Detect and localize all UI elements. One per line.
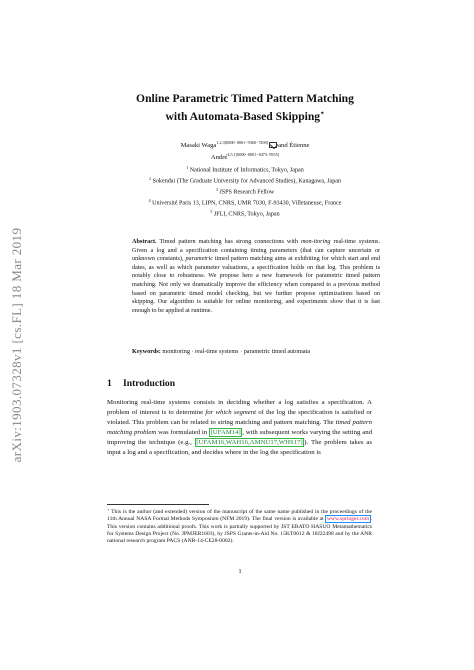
- title-footnote-mark: ⋆: [320, 109, 325, 117]
- title-line-2-text: with Automata-Based Skipping: [165, 109, 321, 123]
- arxiv-stamp: [4, 200, 30, 490]
- email-icon: [269, 142, 277, 148]
- title-line-1: Online Parametric Timed Pattern Matching: [136, 92, 354, 105]
- affiliation-2: [60, 175, 430, 186]
- affiliation-3-text: JSPS Research Fellow: [219, 189, 275, 196]
- affiliation-1: [60, 164, 430, 175]
- affiliation-3-number: 3: [215, 186, 218, 192]
- page-number: 1: [238, 568, 242, 575]
- author-block: [60, 138, 430, 162]
- intro-text-2: of the log the specification is satisfied or violated. This problem can be related to string matching and pattern matching. The: [107, 409, 372, 426]
- affiliation-4-number: 4: [148, 197, 151, 203]
- footnote-mark: ⋆: [107, 508, 110, 512]
- introduction-paragraph: [107, 398, 372, 458]
- affiliation-4-text: Université Paris 13, LIPN, CNRS, UMR 7030, F-93430, Villetaneuse, France: [152, 200, 342, 207]
- author-1-name: Masaki Waga: [180, 142, 217, 149]
- affiliation-5-number: 5: [210, 208, 213, 214]
- author-line-1: [60, 138, 430, 150]
- keywords-label: Keywords:: [132, 348, 161, 355]
- section-title: Introduction: [123, 378, 176, 389]
- affiliation-5: [60, 208, 430, 219]
- citation-link-1[interactable]: [UFAM14]: [210, 429, 241, 436]
- affiliation-2-text: Sokendai (The Graduate University for Advanced Studies), Kanagawa, Japan: [152, 178, 342, 185]
- springer-link[interactable]: www.springer.com: [326, 516, 370, 523]
- abstract-emphasis-2: parametric: [185, 255, 213, 263]
- affiliation-5-text: JFLI, CNRS, Tokyo, Japan: [213, 211, 280, 218]
- arxiv-stamp-text: arXiv:1903.07328v1 [cs.FL] 18 Mar 2019: [9, 227, 24, 463]
- affiliation-1-number: 1: [186, 165, 189, 170]
- abstract-emphasis-1: mon-itoring: [300, 238, 331, 245]
- intro-text-3: was formulated in: [156, 429, 209, 436]
- keywords-text: monitoring · real-time systems · parametric timed automata: [160, 348, 311, 355]
- footnote-text-1: This is the author (and extended) version of the manuscript of the same name published in the proceedings of the 11th Annual NASA Formal Methods Symposium (NFM 2019). The final version is available at: [107, 509, 372, 523]
- title-line-2: [60, 106, 430, 124]
- intro-text-5: ). The problem takes as input a log and a specification, and decides where in the log the specification is: [107, 439, 372, 456]
- intro-emphasis-1: for which segment: [205, 409, 256, 416]
- section-number: 1: [107, 378, 112, 389]
- affiliation-3: [60, 186, 430, 197]
- intro-text-1: Monitoring real-time systems consists in deciding whether a log satisfies a specification. A problem of interest is to determine: [107, 399, 372, 416]
- author-2-name: André: [210, 154, 228, 161]
- author-2-affiliation: 4,5,1[0000−0001−8473−9555]: [227, 152, 280, 157]
- affiliation-4: [60, 197, 430, 208]
- abstract-text-2: real-time systems. Given a log and a specification containing timing parameters (that can capture uncertain or unknown constants),: [132, 238, 381, 263]
- section-heading: [107, 378, 407, 389]
- abstract-label: Abstract.: [132, 238, 157, 245]
- keywords: [132, 348, 380, 357]
- affiliation-2-number: 2: [148, 175, 151, 181]
- citation-link-2[interactable]: [UFAM16,WAH16,AMNU17,WHS17]: [196, 439, 303, 446]
- author-line-2: [60, 150, 430, 162]
- abstract: [132, 238, 380, 315]
- footnote: [107, 507, 372, 545]
- footnote-rule: [107, 504, 209, 505]
- affiliation-1-text: National Institute of Informatics, Tokyo, Japan: [189, 167, 304, 174]
- paper-title: [60, 92, 430, 124]
- abstract-text-1: Timed pattern matching has strong connections with: [156, 238, 301, 245]
- author-and: and Étienne: [278, 142, 310, 149]
- abstract-text-3: timed pattern matching aims at exhibiting for which start and end dates, as well as which parameter valuations, a specification holds on that log. This problem is notably close to robustness. We propose here a new framework for parametric timed pattern matching. Not only we dramatically improve the efficiency when compared to a previous method based on parametric timed model checking, but we further propose optimizations based on skipping. Our algorithm is suitable for online monitoring, and experiments show that it is fast enough to be applied at runtime.: [132, 255, 380, 314]
- footnote-text-2: . This version contains additional proofs. This work is partially supported by JST ERATO HASUO Metamathematics for Systems Design Project (No. JPMJER1603), by JSPS Grants-in-Aid No. 15KT0012 & 18J22498 and by the ANR national research program PACS (ANR-14-CE28-0002).: [107, 516, 372, 545]
- affiliations: [60, 164, 430, 219]
- intro-emphasis-2: timed pattern matching problem: [107, 419, 372, 436]
- author-1-affiliation: 1,2,3[0000−0001−9360−7490]: [216, 140, 269, 145]
- intro-text-4: , with subsequent works varying the setting and improving the technique (e.g.,: [107, 429, 372, 446]
